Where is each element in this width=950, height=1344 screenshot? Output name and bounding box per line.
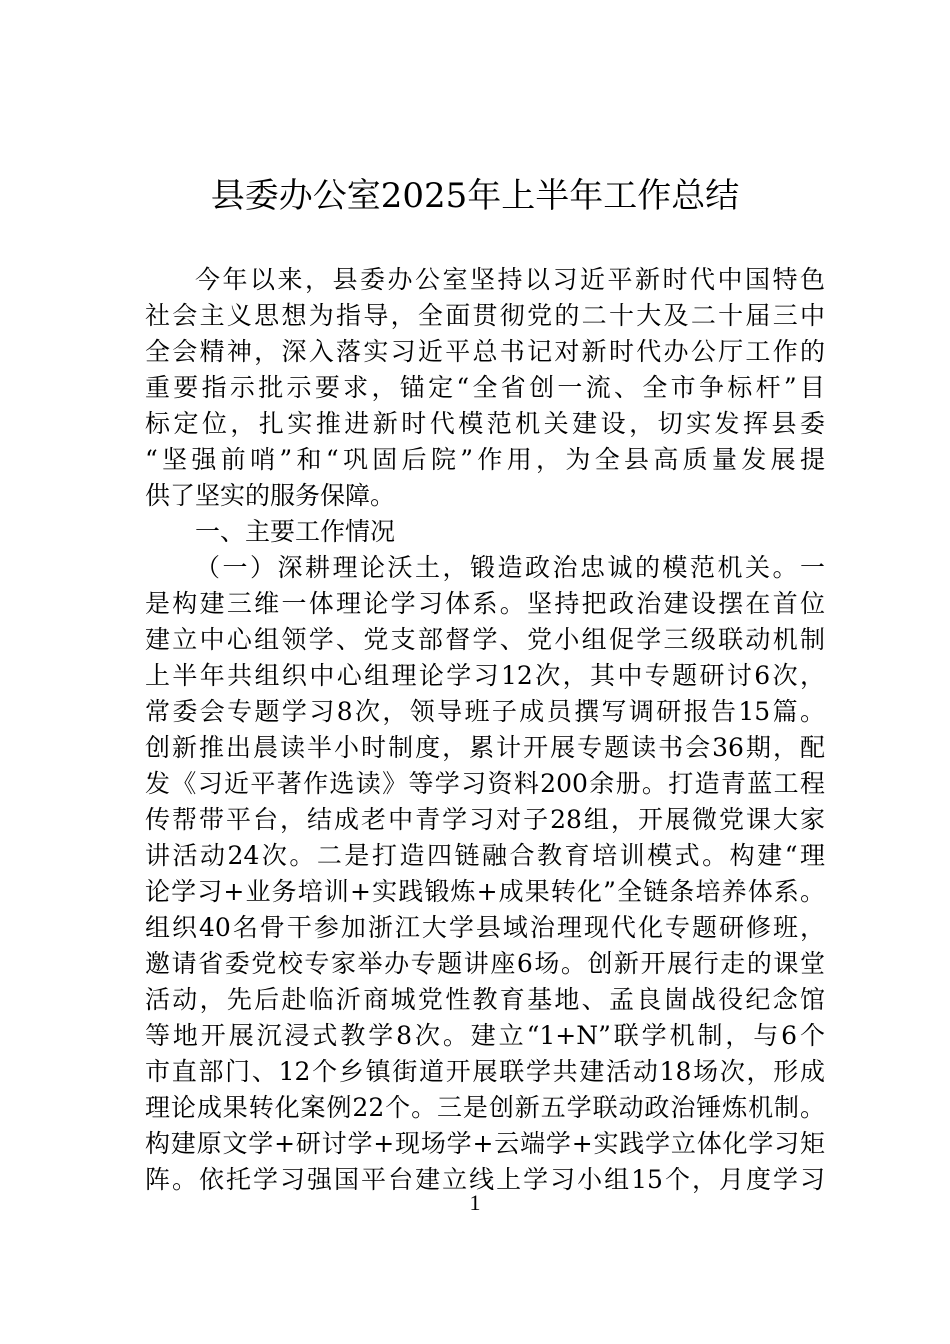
paragraph-line: 传帮带平台，结成老中青学习对子28组，开展微党课大家 [145, 805, 825, 834]
paragraph-line: 重要指示批示要求，锚定“全省创一流、全市争标杆”目 [145, 373, 825, 402]
section-heading: 一、主要工作情况 [195, 517, 396, 546]
paragraph-line: 创新推出晨读半小时制度，累计开展专题读书会36期，配 [145, 733, 825, 762]
paragraph-line: 理论成果转化案例22个。三是创新五学联动政治锤炼机制。 [145, 1093, 825, 1122]
paragraph-line: 邀请省委党校专家举办专题讲座6场。创新开展行走的课堂 [145, 949, 825, 978]
paragraph-line: 社会主义思想为指导，全面贯彻党的二十大及二十届三中 [145, 301, 825, 330]
paragraph-line: 讲活动24次。二是打造四链融合教育培训模式。构建“理 [145, 841, 825, 870]
paragraph-line: 组织40名骨干参加浙江大学县域治理现代化专题研修班， [145, 913, 825, 942]
paragraph-line: 上半年共组织中心组理论学习12次，其中专题研讨6次， [145, 661, 825, 690]
paragraph-line: 活动，先后赴临沂商城党性教育基地、孟良崮战役纪念馆 [145, 985, 825, 1014]
paragraph-line: 发《习近平著作选读》等学习资料200余册。打造青蓝工程 [145, 769, 825, 798]
paragraph-line: 供了坚实的服务保障。 [145, 481, 396, 510]
paragraph-line: 市直部门、12个乡镇街道开展联学共建活动18场次，形成 [145, 1057, 825, 1086]
paragraph-line: （一）深耕理论沃土，锻造政治忠诚的模范机关。一 [195, 553, 825, 582]
paragraph-line: 阵。依托学习强国平台建立线上学习小组15个，月度学习 [145, 1165, 825, 1194]
paragraph-line: 论学习+业务培训+实践锻炼+成果转化”全链条培养体系。 [145, 877, 825, 906]
paragraph-line: 今年以来，县委办公室坚持以习近平新时代中国特色 [195, 265, 825, 294]
paragraph-line: 是构建三维一体理论学习体系。坚持把政治建设摆在首位 [145, 589, 825, 618]
document-body [145, 262, 825, 1198]
paragraph-line: 全会精神，深入落实习近平总书记对新时代办公厅工作的 [145, 337, 825, 366]
document-title: 县委办公室2025年上半年工作总结 [210, 176, 740, 216]
page-number: 1 [469, 1190, 481, 1215]
paragraph-line: 标定位，扎实推进新时代模范机关建设，切实发挥县委 [145, 409, 825, 438]
paragraph-line: “坚强前哨”和“巩固后院”作用，为全县高质量发展提 [145, 445, 825, 474]
paragraph-line: 建立中心组领学、党支部督学、党小组促学三级联动机制 [145, 625, 825, 654]
paragraph-line: 等地开展沉浸式教学8次。建立“1+N”联学机制，与6个 [145, 1021, 825, 1050]
paragraph-line: 常委会专题学习8次，领导班子成员撰写调研报告15篇。 [145, 697, 825, 726]
paragraph-line: 构建原文学+研讨学+现场学+云端学+实践学立体化学习矩 [145, 1129, 825, 1158]
